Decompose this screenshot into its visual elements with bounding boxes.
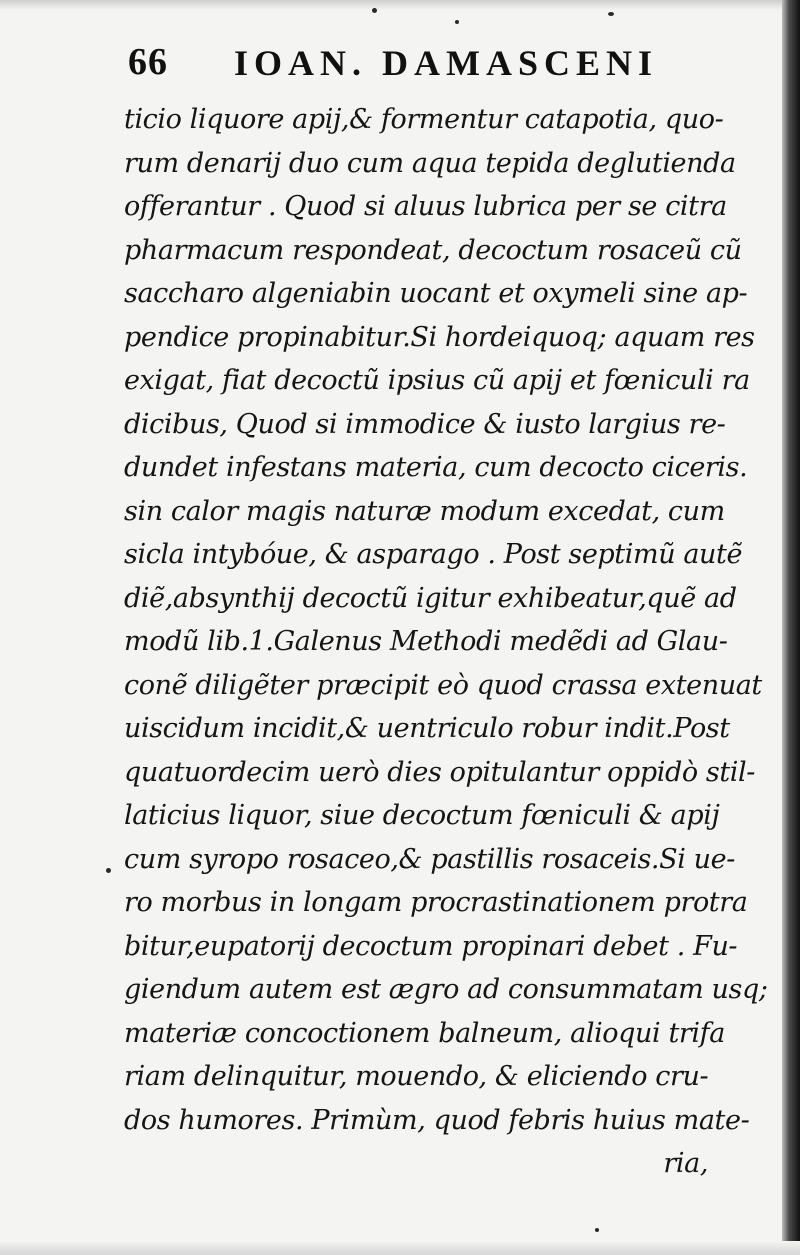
- text-line: giendum autem est ægro ad consummatam usq;: [124, 974, 768, 1005]
- page-number: 66: [128, 41, 168, 83]
- text-line: dicibus, Quod si immodice & iusto largius re-: [124, 408, 726, 440]
- text-line: offerantur . Quod si aluus lubrica per se citra: [124, 191, 727, 222]
- text-line: rum denarij duo cum aqua tepida deglutienda: [124, 147, 736, 179]
- text-line: pharmacum respondeat, decoctum rosaceũ cũ: [124, 234, 742, 266]
- text-line: dos humores. Primùm, quod febris huius mate-: [124, 1104, 750, 1136]
- text-line: uiscidum incidit,& uentriculo robur indit.Post: [124, 713, 730, 744]
- ink-speck: [106, 868, 111, 873]
- running-title: IOAN. DAMASCENI: [234, 43, 659, 83]
- text-line: ro morbus in longam procrastinationem protra: [124, 887, 748, 918]
- scan-top-edge: [0, 0, 800, 10]
- running-head: [128, 40, 688, 90]
- ink-speck: [455, 20, 459, 24]
- ink-speck: [372, 8, 377, 13]
- text-line: pendice propinabitur.Si hordeiquoq; aquam res: [124, 321, 755, 353]
- text-line: quatuordecim uerò dies opitulantur oppidò stil-: [124, 756, 755, 788]
- scan-bottom-edge: [0, 1241, 800, 1255]
- scan-right-edge: [782, 0, 800, 1255]
- text-line: ticio liquore apij,& formentur catapotia, quo-: [124, 104, 724, 135]
- text-line: exigat, fiat decoctũ ipsius cũ apij et fœniculi ra: [124, 365, 750, 396]
- text-line: modũ lib.1.Galenus Methodi medẽdi ad Glau-: [124, 626, 728, 657]
- text-line: dundet infestans materia, cum decocto ciceris.: [124, 452, 748, 483]
- ink-speck: [608, 12, 614, 16]
- text-line: conẽ diligẽter præcipit eò quod crassa extenuat: [124, 669, 762, 701]
- text-line: diẽ,absynthij decoctũ igitur exhibeatur,quẽ ad: [124, 582, 737, 614]
- ink-speck: [595, 1228, 599, 1232]
- text-line: sin calor magis naturæ modum excedat, cum: [124, 495, 725, 527]
- catchword: ria,: [663, 1148, 708, 1179]
- text-line: riam delinquitur, mouendo, & eliciendo cru-: [124, 1061, 709, 1092]
- text-line: saccharo algeniabin uocant et oxymeli sine ap-: [124, 278, 748, 309]
- text-line: sicla intybóue, & asparago . Post septimũ autẽ: [124, 539, 743, 570]
- text-line: materiæ concoctionem balneum, alioqui trifa: [124, 1017, 725, 1049]
- text-line: laticius liquor, siue decoctum fœniculi & apij: [124, 800, 720, 831]
- text-line: cum syropo rosaceo,& pastillis rosaceis.Si ue-: [124, 843, 735, 875]
- text-line: bitur,eupatorij decoctum propinari debet . Fu-: [124, 930, 738, 962]
- body-text: [124, 98, 768, 1186]
